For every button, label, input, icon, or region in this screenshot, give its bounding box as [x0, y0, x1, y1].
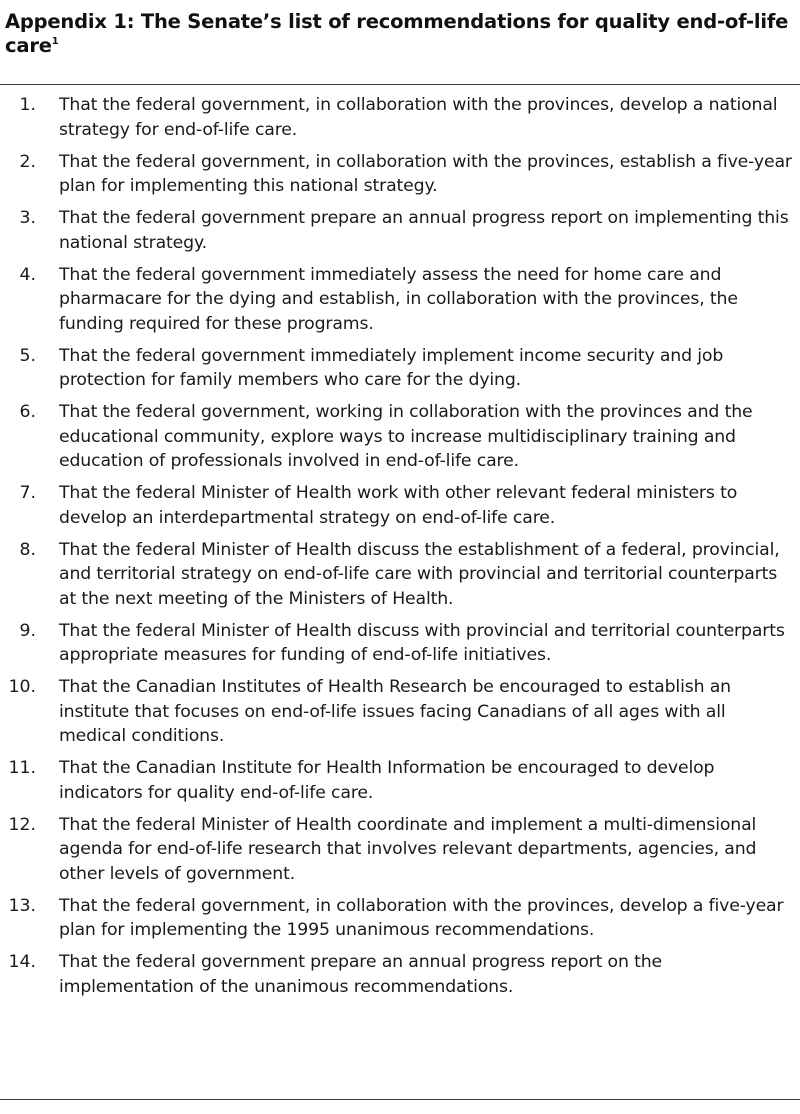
- appendix-title-text: Appendix 1: The Senate’s list of recommendations for quality end-of-life care: [5, 10, 789, 57]
- recommendation-text: That the federal Minister of Health discuss the establishment of a federal, provincial, and territorial strategy on end-of-life care with provincial and territorial counterparts at the next meeting of the Ministers of Health.: [59, 539, 780, 609]
- recommendation-item: [0, 344, 800, 393]
- recommendation-number: 1.: [19, 95, 36, 115]
- appendix-title: [0, 0, 800, 64]
- recommendation-number: 10.: [8, 677, 36, 697]
- recommendation-number: 12.: [8, 814, 36, 835]
- recommendation-item: [0, 756, 800, 805]
- recommendation-number: 3.: [19, 208, 36, 228]
- recommendation-text: That the federal government, in collaboration with the provinces, develop a five-year plan for implementing the 1995 unanimous recommendations.: [59, 895, 784, 940]
- recommendation-text: That the federal government, in collaboration with the provinces, establish a five-year plan for implementing this national strategy.: [59, 151, 792, 196]
- recommendation-item: [0, 93, 800, 142]
- recommendation-text: That the federal government, working in collaboration with the provinces and the educational community, explore ways to increase multidisciplinary training and education of professionals involved in end-of-life care.: [59, 402, 753, 471]
- recommendation-text: That the Canadian Institutes of Health Research be encouraged to establish an institute that focuses on end-of-life issues facing Canadians of all ages with all medical conditions.: [59, 677, 731, 746]
- recommendation-list: [0, 93, 800, 1007]
- recommendation-number: 8.: [19, 539, 36, 560]
- recommendation-text: That the federal Minister of Health coordinate and implement a multi-dimensional agenda for end-of-life research that involves relevant departments, agencies, and other levels of government.: [59, 814, 757, 884]
- recommendation-item: [0, 950, 800, 999]
- recommendation-text: That the federal government prepare an annual progress report on implementing this national strategy.: [59, 208, 789, 253]
- recommendation-number: 13.: [8, 895, 36, 916]
- footnote-marker: 1: [51, 36, 59, 47]
- recommendation-number: 9.: [19, 620, 36, 641]
- recommendation-number: 14.: [8, 952, 36, 972]
- recommendation-item: [0, 538, 800, 612]
- recommendation-text: That the federal government immediately assess the need for home care and pharmacare for the dying and establish, in collaboration with the provinces, the funding required for these programs.: [59, 264, 738, 334]
- appendix-table: [0, 0, 800, 64]
- recommendation-text: That the federal government prepare an annual progress report on the implementation of the unanimous recommendations.: [59, 952, 663, 997]
- recommendation-number: 5.: [19, 345, 36, 366]
- recommendation-text: That the federal government immediately implement income security and job protection for family members who care for the dying.: [59, 345, 724, 390]
- recommendation-number: 11.: [8, 758, 36, 778]
- bottom-rule: [0, 1099, 800, 1100]
- recommendation-item: [0, 619, 800, 668]
- recommendation-item: [0, 481, 800, 530]
- recommendation-number: 6.: [19, 402, 36, 422]
- recommendation-text: That the federal Minister of Health work with other relevant federal ministers to develop an interdepartmental strategy on end-of-life care.: [59, 483, 738, 528]
- recommendation-item: [0, 400, 800, 474]
- recommendation-item: [0, 263, 800, 337]
- recommendation-item: [0, 206, 800, 255]
- recommendation-item: [0, 675, 800, 749]
- recommendation-text: That the Canadian Institute for Health Information be encouraged to develop indicators for quality end-of-life care.: [59, 758, 715, 803]
- recommendation-item: [0, 894, 800, 943]
- recommendation-number: 2.: [19, 151, 36, 172]
- recommendation-number: 7.: [19, 483, 36, 503]
- recommendation-text: That the federal Minister of Health discuss with provincial and territorial counterparts appropriate measures for funding of end-of-life initiatives.: [59, 620, 785, 665]
- top-rule: [0, 84, 800, 85]
- recommendation-text: That the federal government, in collaboration with the provinces, develop a national strategy for end-of-life care.: [59, 95, 778, 140]
- recommendation-item: [0, 150, 800, 199]
- recommendation-item: [0, 813, 800, 887]
- recommendation-number: 4.: [19, 264, 36, 285]
